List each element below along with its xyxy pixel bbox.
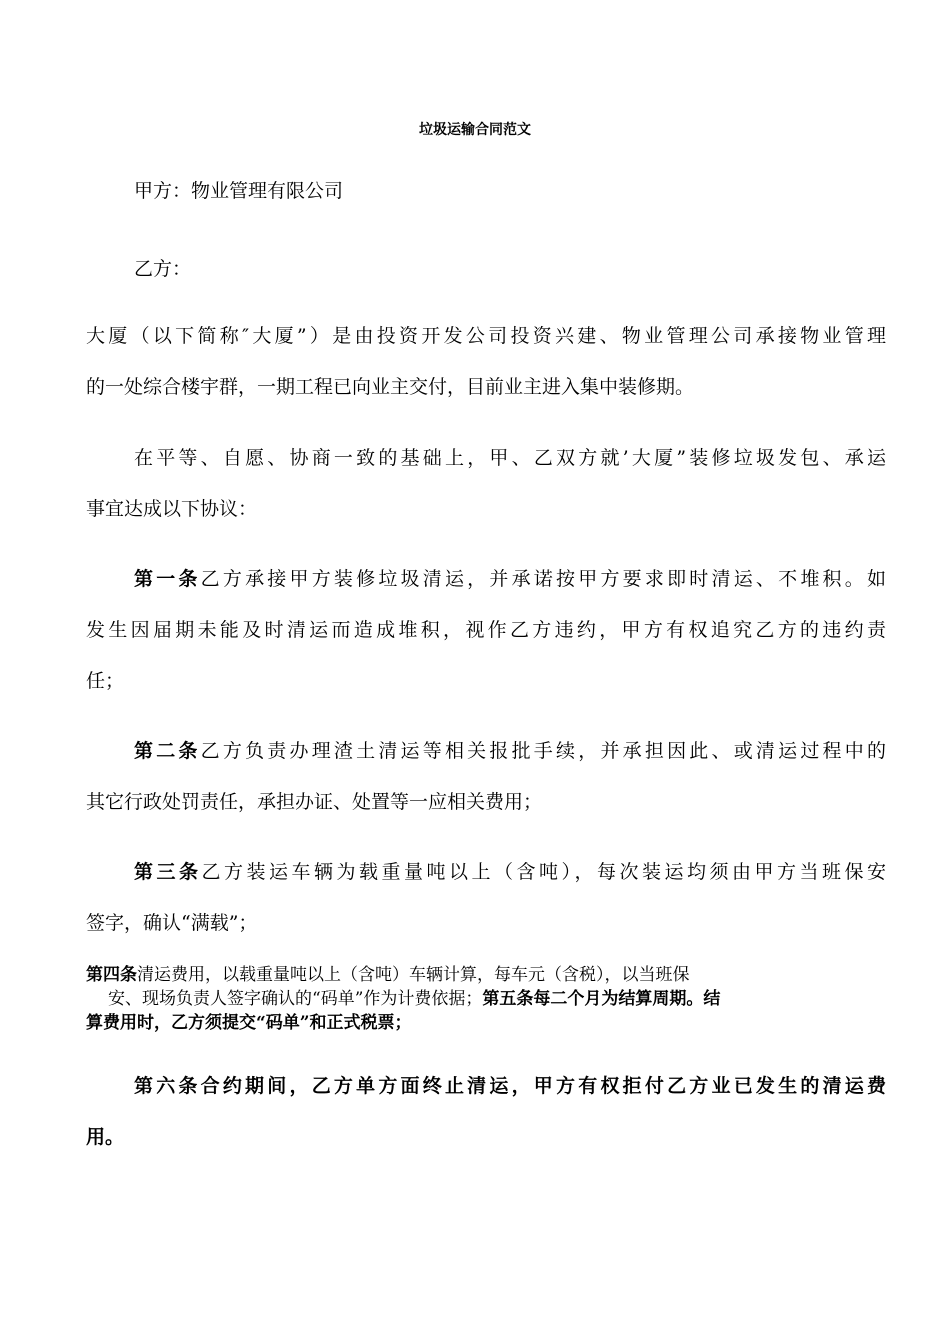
article-1-label: 第一条 bbox=[134, 568, 201, 590]
article-3-text: 乙方装运车辆为载重量吨以上（含吨），每次装运均须由甲方当班保安 bbox=[201, 861, 886, 883]
article-1-line-2: 发生因届期未能及时清运而造成堆积，视作乙方违约，甲方有权追究乙方的违约责 bbox=[86, 619, 886, 641]
party-a-line: 甲方：物业管理有限公司 bbox=[134, 180, 344, 202]
article-4-5-line bbox=[108, 987, 886, 1011]
article-2-line-1 bbox=[134, 738, 886, 764]
article-1-line-3: 任； bbox=[86, 670, 125, 692]
article-6-line-1 bbox=[134, 1073, 886, 1099]
article-4-text: 清运费用，以载重量吨以上（含吨）车辆计算，每车元（含税），以当班保 bbox=[137, 965, 690, 985]
document-title: 垃圾运输合同范文 bbox=[419, 122, 531, 138]
article-5-text-2: 算费用时，乙方须提交“码单”和正式税票； bbox=[86, 1013, 412, 1033]
article-1-line-1 bbox=[134, 566, 886, 592]
article-6-line-2 bbox=[86, 1124, 886, 1150]
intro-line-1: 大厦（以下简称″大厦”）是由投资开发公司投资兴建、物业管理公司承接物业管理 bbox=[86, 325, 886, 347]
preamble-line-2: 事宜达成以下协议： bbox=[86, 498, 258, 520]
article-4-text-2: 安、现场负责人签字确认的“码单”作为计费依据； bbox=[108, 989, 483, 1009]
article-1-text: 乙方承接甲方装修垃圾清运，并承诺按甲方要求即时清运、不堆积。如 bbox=[200, 568, 886, 590]
article-2-line-2: 其它行政处罚责任，承担办证、处置等一应相关费用； bbox=[86, 791, 543, 813]
preamble-line-1: 在平等、自愿、协商一致的基础上，甲、乙双方就’大厦”装修垃圾发包、承运 bbox=[134, 447, 886, 469]
article-4-label: 第四条 bbox=[86, 965, 137, 985]
intro-line-2: 的一处综合楼宇群，一期工程已向业主交付，目前业主进入集中装修期。 bbox=[86, 376, 695, 398]
article-3-label: 第三条 bbox=[134, 861, 202, 883]
article-3-line-1 bbox=[134, 859, 886, 885]
article-5-line-2 bbox=[86, 1011, 886, 1035]
article-3-line-2: 签字，确认“满载”； bbox=[86, 912, 258, 934]
article-2-text: 乙方负责办理渣土清运等相关报批手续，并承担因此、或清运过程中的 bbox=[200, 740, 886, 762]
article-2-label: 第二条 bbox=[134, 740, 201, 762]
article-4-line-1 bbox=[86, 963, 886, 987]
article-6-text-1: 第六条合约期间，乙方单方面终止清运，甲方有权拒付乙方业已发生的清运费 bbox=[134, 1075, 886, 1097]
article-5-text-1: 第五条每二个月为结算周期。结 bbox=[482, 989, 721, 1009]
article-6-text-2: 用。 bbox=[86, 1126, 125, 1148]
party-b-line: 乙方： bbox=[134, 258, 192, 280]
